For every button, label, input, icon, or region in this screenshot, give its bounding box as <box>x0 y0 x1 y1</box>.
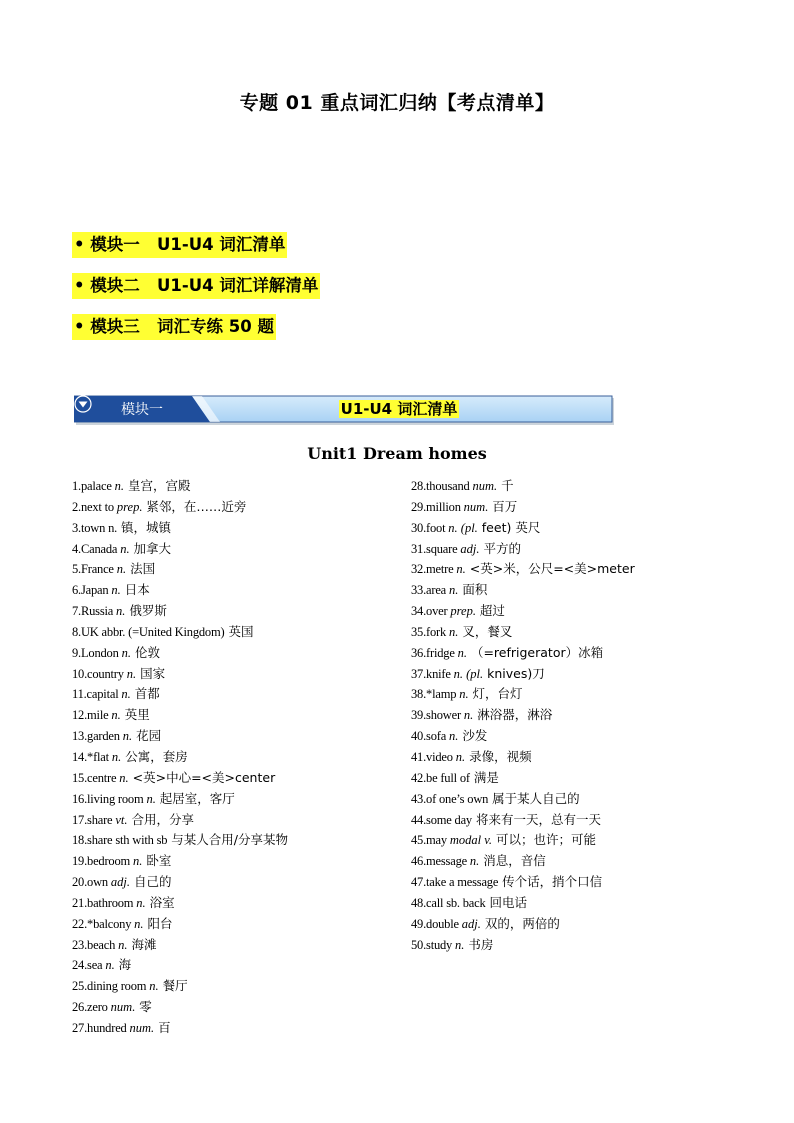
module-item-2 <box>72 273 320 299</box>
vocab-meaning: <英>米，公尺=<美>meter <box>465 561 635 577</box>
vocab-word: 28.thousand <box>411 479 473 493</box>
vocab-pos: n. <box>455 749 466 764</box>
vocab-entry <box>411 705 741 726</box>
vocab-pos: n. <box>459 687 469 702</box>
vocab-pos: n. <box>455 937 465 952</box>
vocab-entry <box>72 664 402 685</box>
vocab-entry <box>411 851 741 872</box>
page-title: 专题 01 重点词汇归纳【考点清单】 <box>239 92 555 114</box>
chevron-down-circle-icon[interactable] <box>74 395 92 413</box>
vocab-word: 15.centre <box>72 770 120 785</box>
vocab-word: 7.Russia <box>72 604 117 619</box>
vocab-entry <box>411 726 741 747</box>
vocab-word: 48.call sb. back <box>411 895 486 910</box>
vocab-entry <box>411 559 741 580</box>
vocab-meaning: 平方的 <box>479 540 521 556</box>
vocab-pos: n. <box>111 749 122 764</box>
vocab-word: 31.square <box>411 541 461 556</box>
vocab-meaning: 百 <box>154 1019 171 1035</box>
vocab-meaning: 合用，分享 <box>127 811 194 827</box>
vocab-pos: num. <box>463 499 489 514</box>
vocab-word: 45.may <box>411 833 450 848</box>
vocab-entry <box>411 830 741 851</box>
vocab-entry <box>72 872 402 893</box>
vocab-pos: n. <box>448 624 459 639</box>
vocab-entry <box>72 789 402 810</box>
vocab-pos: n. <box>463 708 474 723</box>
vocab-word: 35.fork <box>411 624 449 639</box>
vocab-meaning: 沙发 <box>458 728 488 744</box>
vocab-word: 6.Japan <box>72 583 112 598</box>
vocab-meaning: 公寓，套房 <box>121 748 188 764</box>
vocab-entry <box>72 810 402 831</box>
vocab-meaning: 伦敦 <box>130 644 160 660</box>
vocab-pos: n. <box>469 854 480 869</box>
vocab-word: 25.dining room <box>72 979 150 994</box>
vocab-meaning: 面积 <box>458 582 488 598</box>
vocab-meaning: feet) 英尺 <box>477 519 541 535</box>
vocab-meaning: 双的，两倍的 <box>480 915 560 931</box>
vocab-entry <box>72 622 402 643</box>
vocab-entry <box>72 914 402 935</box>
unit-heading: Unit1 Dream homes <box>307 444 487 463</box>
vocab-entry <box>411 893 741 914</box>
vocab-pos: n. <box>448 583 459 598</box>
vocab-entry <box>72 580 402 601</box>
vocab-word: 5.France <box>72 562 117 577</box>
vocab-word: 32.metre <box>411 562 457 577</box>
vocab-word: 18.share sth with sb <box>72 833 168 848</box>
vocab-entry <box>72 601 402 622</box>
vocab-pos: prep. <box>450 604 476 619</box>
vocab-meaning: 千 <box>497 478 514 493</box>
vocab-meaning: 起居室，客厅 <box>155 790 235 806</box>
vocab-pos: adj. <box>460 541 480 556</box>
vocab-pos: n. <box>146 791 156 806</box>
vocab-meaning: 皇宫，宫殿 <box>124 478 191 493</box>
vocab-entry <box>72 476 402 497</box>
vocab-word: 2.next to <box>72 499 117 514</box>
vocab-entry <box>72 830 402 851</box>
vocab-meaning: 可以；也许；可能 <box>492 832 596 848</box>
vocab-word: 19.bedroom <box>72 854 133 869</box>
vocab-pos: n. <box>105 958 115 973</box>
vocab-meaning: 阳台 <box>143 915 173 931</box>
vocab-entry <box>72 643 402 664</box>
vocab-pos: adj. <box>461 916 481 931</box>
vocab-meaning: 镇，城镇 <box>117 519 172 535</box>
vocab-meaning: 浴室 <box>145 894 175 910</box>
vocab-word: 17.share <box>72 812 116 827</box>
vocab-pos: n. <box>121 645 131 660</box>
vocab-entry <box>72 1018 402 1039</box>
vocab-pos: n. <box>122 729 133 744</box>
vocab-meaning: 录像，视频 <box>465 748 532 764</box>
module-item-label: • 模块三 词汇专练 50 题 <box>72 314 276 340</box>
banner-title <box>314 398 484 420</box>
vocab-word: 27.hundred <box>72 1020 130 1035</box>
vocab-word: 10.country <box>72 666 127 681</box>
vocab-entry <box>411 664 741 685</box>
vocab-word: 29.million <box>411 499 464 514</box>
vocab-pos: n. <box>118 937 128 952</box>
vocab-entry <box>72 684 402 705</box>
banner-title-text: U1-U4 词汇清单 <box>340 400 458 418</box>
vocab-entry <box>411 747 741 768</box>
vocab-pos: n. <box>116 562 127 577</box>
vocab-pos: vt. <box>115 812 128 827</box>
vocab-entry <box>72 893 402 914</box>
vocab-word: 22.*balcony <box>72 916 135 931</box>
vocab-entry <box>411 580 741 601</box>
vocab-word: 11.capital <box>72 687 122 702</box>
vocab-entry <box>72 997 402 1018</box>
vocab-entry <box>411 643 741 664</box>
vocab-word: 47.take a message <box>411 875 499 890</box>
vocab-word: 37.knife <box>411 666 454 681</box>
vocab-meaning: 叉，餐叉 <box>458 623 513 639</box>
vocab-meaning: 满是 <box>469 769 499 785</box>
module-item-3 <box>72 314 320 340</box>
vocab-meaning: 书房 <box>464 936 494 952</box>
vocab-entry <box>72 851 402 872</box>
vocab-word: 9.London <box>72 645 122 660</box>
vocab-pos: num. <box>129 1020 155 1035</box>
vocab-meaning: 超过 <box>475 603 505 619</box>
module-item-1 <box>72 232 320 258</box>
vocab-pos: n. <box>126 666 137 681</box>
vocab-word: 3.town n. <box>72 520 118 535</box>
vocab-entry <box>411 476 741 497</box>
vocab-pos: n. <box>121 687 131 702</box>
vocab-word: 14.*flat <box>72 749 112 764</box>
banner-tag: 模块一 <box>121 402 163 418</box>
vocab-pos: n. <box>149 979 159 994</box>
vocab-word: 21.bathroom <box>72 895 137 910</box>
vocab-pos: n. <box>456 562 466 577</box>
vocab-word: 16.living room <box>72 791 147 806</box>
vocab-meaning: （=refrigerator）冰箱 <box>466 644 604 660</box>
vocab-word: 23.beach <box>72 937 119 952</box>
vocab-entry <box>72 497 402 518</box>
vocab-word: 36.fridge <box>411 645 458 660</box>
vocab-word: 30.foot <box>411 520 449 535</box>
vocab-entry <box>72 768 402 789</box>
vocab-meaning: 海 <box>114 957 132 973</box>
vocab-word: 44.some day <box>411 812 472 827</box>
vocab-word: 34.over <box>411 604 451 619</box>
vocab-pos: num. <box>110 1000 136 1015</box>
vocab-meaning: 将来有一天，总有一天 <box>471 811 601 827</box>
vocab-entry <box>72 747 402 768</box>
vocab-pos: modal v. <box>449 833 492 848</box>
vocab-entry <box>411 539 741 560</box>
vocab-pos: n. (pl. <box>448 520 478 535</box>
vocab-pos: n. <box>116 604 126 619</box>
vocab-word: 33.area <box>411 583 449 598</box>
vocab-meaning: 灯，台灯 <box>468 686 523 702</box>
vocab-word: 4.Canada <box>72 541 121 556</box>
vocab-word: 1.palace <box>72 479 115 493</box>
vocab-meaning: knives)刀 <box>483 665 545 681</box>
vocab-word: 20.own <box>72 875 111 890</box>
vocab-meaning: 英里 <box>120 707 150 723</box>
vocab-word: 49.double <box>411 916 462 931</box>
vocab-entry <box>72 559 402 580</box>
vocab-word: 24.sea <box>72 958 106 973</box>
vocab-word: 39.shower <box>411 708 464 723</box>
vocab-word: 41.video <box>411 749 456 764</box>
vocab-word: 13.garden <box>72 729 123 744</box>
vocab-meaning: <英>中心=<美>center <box>128 769 276 785</box>
vocab-entry <box>72 518 402 539</box>
vocab-meaning: 日本 <box>120 582 150 598</box>
vocab-meaning: 紧邻，在……近旁 <box>142 498 247 514</box>
module-item-label: • 模块二 U1-U4 词汇详解清单 <box>72 273 320 299</box>
vocab-pos: n. <box>134 916 144 931</box>
vocab-pos: n. <box>132 854 143 869</box>
vocab-meaning: 百万 <box>488 498 518 514</box>
vocab-meaning: 法国 <box>126 561 156 577</box>
vocab-entry <box>411 810 741 831</box>
vocab-word: 50.study <box>411 937 456 952</box>
vocab-meaning: 自己的 <box>130 874 172 890</box>
vocab-meaning: 首都 <box>130 686 160 702</box>
vocab-entry <box>72 976 402 997</box>
vocab-entry <box>72 935 402 956</box>
vocab-pos: n. <box>136 895 146 910</box>
vocab-pos: n. (pl. <box>453 666 484 681</box>
vocab-meaning: 加拿大 <box>129 540 172 556</box>
vocab-pos: prep. <box>116 499 143 514</box>
vocab-word: 43.of one’s own <box>411 791 489 806</box>
vocab-column-left <box>72 476 402 1039</box>
vocab-meaning: 俄罗斯 <box>125 603 167 619</box>
vocab-entry <box>411 914 741 935</box>
vocab-meaning: 淋浴器，淋浴 <box>473 707 553 723</box>
vocab-meaning: 餐厅 <box>158 978 188 994</box>
vocab-meaning: 英国 <box>224 623 254 639</box>
vocab-entry <box>72 955 402 976</box>
vocab-pos: adj. <box>110 875 130 890</box>
vocab-pos: n. <box>119 770 129 785</box>
vocab-column-right <box>411 476 741 955</box>
vocab-pos: n. <box>448 729 459 744</box>
vocab-word: 38.*lamp <box>411 687 460 702</box>
vocab-meaning: 海滩 <box>127 936 157 952</box>
vocab-meaning: 消息，音信 <box>479 853 546 869</box>
vocab-pos: n. <box>457 645 467 660</box>
vocab-pos: n. <box>111 708 121 723</box>
vocab-word: 46.message <box>411 854 470 869</box>
vocab-entry <box>72 726 402 747</box>
vocab-entry <box>411 684 741 705</box>
module-item-label: • 模块一 U1-U4 词汇清单 <box>72 232 287 258</box>
vocab-entry <box>411 497 741 518</box>
module-list <box>72 232 320 355</box>
vocab-word: 12.mile <box>72 708 112 723</box>
vocab-word: 42.be full of <box>411 770 470 785</box>
vocab-meaning: 卧室 <box>142 853 172 869</box>
vocab-meaning: 零 <box>135 999 152 1015</box>
vocab-entry <box>411 789 741 810</box>
vocab-entry <box>72 705 402 726</box>
vocab-entry <box>72 539 402 560</box>
vocab-word: 40.sofa <box>411 729 449 744</box>
vocab-entry <box>411 872 741 893</box>
vocab-meaning: 花园 <box>132 728 162 744</box>
vocab-pos: num. <box>472 479 498 493</box>
vocab-pos: n. <box>120 541 130 556</box>
vocab-meaning: 国家 <box>136 665 166 681</box>
vocab-meaning: 传个话，捎个口信 <box>498 874 603 890</box>
section-banner <box>74 395 616 427</box>
vocab-entry <box>411 935 741 956</box>
vocab-pos: n. <box>111 583 121 598</box>
vocab-entry <box>411 622 741 643</box>
vocab-word: 26.zero <box>72 1000 111 1015</box>
vocab-entry <box>411 601 741 622</box>
vocab-meaning: 回电话 <box>485 894 528 910</box>
vocab-entry <box>411 518 741 539</box>
vocab-pos: n. <box>114 479 124 493</box>
vocab-word: 8.UK abbr. (=United Kingdom) <box>72 624 225 639</box>
vocab-meaning: 与某人合用/分享某物 <box>167 832 288 848</box>
vocab-meaning: 属于某人自己的 <box>488 790 580 806</box>
vocab-entry <box>411 768 741 789</box>
